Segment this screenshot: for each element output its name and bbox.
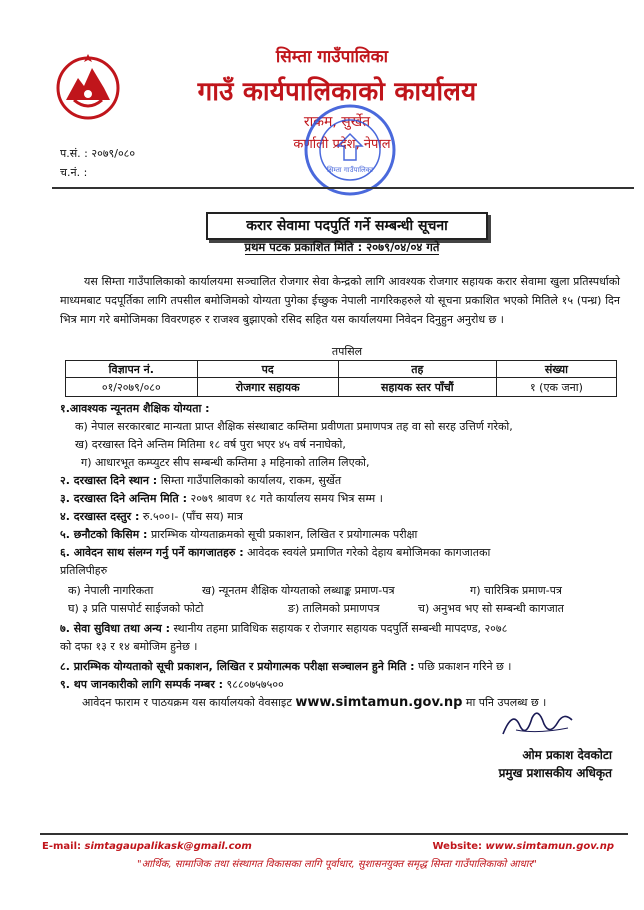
item-8 [60, 658, 630, 675]
email-link[interactable]: simtagaupalikask@gmail.com [84, 841, 252, 852]
item-6-text: आवेदक स्वयंले प्रमाणित गरेको देहाय बमोजिमका कागजातका [243, 546, 491, 559]
qualification-c: ग) आधारभूत कम्प्युटर सीप सम्बन्धी कम्तिमा ३ महिनाको तालिम लिएको, [81, 456, 370, 469]
document-a: क) नेपाली नागरिकता [68, 584, 154, 597]
header-divider [52, 187, 634, 189]
item-7 [60, 620, 630, 637]
item-9 [60, 676, 630, 693]
qualification-a: क) नेपाल सरकारबाट मान्यता प्राप्त शैक्षिक संस्थाबाट कम्तिमा प्रवीणता प्रमाणपत्र तह वा सो सरह उत्तिर्ण गरेको, [75, 420, 513, 433]
email-label: E-mail: [42, 841, 82, 852]
item-7-text: स्थानीय तहमा प्राविधिक सहायक र रोजगार सहायक पदपुर्ति सम्बन्धी मापदण्ड, २०७८ [170, 622, 508, 635]
municipality-name: सिम्ता गाउँपालिका [275, 47, 389, 67]
table-header: संख्या [496, 361, 616, 378]
item-3 [60, 490, 630, 507]
item-4 [60, 508, 630, 525]
reference-ps: प.सं. : २०७९/०८० [60, 147, 136, 160]
published-date-text: प्रथम पटक प्रकाशित मिति : २०७९/०४/०४ गते [244, 240, 440, 254]
item-7-cont: को दफा १३ र १४ बमोजिम हुनेछ । [60, 640, 198, 653]
stamp-text: सिम्ता गाउँपालिका [327, 166, 373, 174]
document-f: च) अनुभव भए सो सम्बन्धी कागजात [418, 602, 564, 615]
website-label: Website: [432, 841, 483, 852]
item-9-label: ९. थप जानकारीको लागि सम्पर्क नम्बर : [60, 678, 224, 691]
table-header: विज्ञापन नं. [66, 361, 198, 378]
table-cell: ०१/२०७९/०८० [66, 378, 198, 397]
table-row [66, 378, 617, 397]
table-caption: तपसिल [331, 345, 363, 358]
item-5-label: ५. छनौटको किसिम : [60, 528, 148, 541]
item-6-cont: प्रतिलिपीहरु [60, 564, 108, 577]
item-8-text: पछि प्रकाशन गरिने छ । [414, 660, 512, 673]
office-stamp-icon [300, 100, 400, 200]
table-header: तह [338, 361, 496, 378]
item-5 [60, 526, 630, 543]
form-availability-post: मा पनि उपलब्ध छ । [462, 696, 547, 709]
item-4-label: ४. दरखास्त दस्तुर : [60, 510, 140, 523]
document-b: ख) न्यूनतम शैक्षिक योग्यताको लब्धाङ्क प्रमाण-पत्र [202, 584, 395, 597]
item-6 [60, 544, 630, 561]
footer-slogan: "आर्थिक, सामाजिक तथा संस्थागत विकासका लागि पूर्वाधार, सुशासनयुक्त समृद्ध सिम्ता गाउँपालिकाको आधार" [136, 859, 538, 870]
footer-email [42, 841, 252, 852]
notice-paragraph: यस सिम्ता गाउँपालिकाको कार्यालयमा सञ्चालित रोजगार सेवा केन्द्रको लागि आवश्यक रोजगार सहायक करार सेवामा खुला प्रतिस्पर्धाको माध्यमबाट पदपूर्तिका लागि तपसील बमोजिमको योग्यता पुगेका ईच्छुक नेपाली नागरिकहरुले यो सूचना प्रकाशित भएको मितिले १५ (पन्ध्र) दिन भित्र माग गरे बमोजिमका विवरणहरु र राजश्व बुझाएको रसिद सहित यस कार्यालयमा निवेदन दिनुहुन अनुरोध छ । [60, 275, 620, 326]
document-e: ङ) तालिमको प्रमाणपत्र [288, 602, 380, 615]
qualification-heading: १.आवश्यक न्यूनतम शैक्षिक योग्यता : [60, 402, 210, 415]
footer-website-link[interactable]: www.simtamun.gov.np [485, 841, 614, 852]
item-9-text: ९८८०७५७५०० [223, 678, 284, 691]
office-name: गाउँ कार्यपालिकाको कार्यालय [197, 77, 477, 107]
form-availability-pre: आवेदन फाराम र पाठयक्रम यस कार्यालयको वेवसाइट [82, 696, 296, 709]
item-2-text: सिम्ता गाउँपालिकाको कार्यालय, राकम, सुर्खेत [157, 474, 342, 487]
website-link[interactable]: www.simtamun.gov.np [295, 695, 463, 710]
table-cell: रोजगार सहायक [197, 378, 338, 397]
item-2 [60, 472, 630, 489]
published-date [0, 240, 644, 255]
item-3-text: २०७९ श्रावण १८ गते कार्यालय समय भित्र सम्म । [187, 492, 383, 505]
item-8-label: ८. प्रारम्भिक योग्यताको सूची प्रकाशन, लिखित र प्रयोगात्मक परीक्षा सञ्चालन हुने मिति : [60, 660, 415, 673]
item-5-text: प्रारम्भिक योग्यताक्रमको सूची प्रकाशन, लिखित र प्रयोगात्मक परीक्षा [147, 528, 418, 541]
document-d: घ) ३ प्रति पासपोर्ट साईजको फोटो [68, 602, 204, 615]
office-province: कर्णाली प्रदेश, नेपाल [293, 137, 391, 152]
item-4-text: रु.५००।- (पाँच सय) मात्र [139, 510, 243, 523]
signature-icon [498, 704, 578, 744]
item-6-label: ६. आवेदन साथ संलग्न गर्नु पर्ने कागजातहरु : [60, 546, 244, 559]
footer-website [432, 841, 614, 852]
footer-divider [40, 833, 628, 835]
item-3-label: ३. दरखास्त दिने अन्तिम मिति : [60, 492, 188, 505]
qualification-b: ख) दरखास्त दिने अन्तिम मितिमा १८ वर्ष पुरा भएर ४५ वर्ष ननाघेको, [75, 438, 346, 451]
signatory-title: प्रमुख प्रशासकीय अधिकृत [498, 766, 612, 780]
office-place: राकम, सुर्खेत [303, 114, 371, 130]
table-cell: सहायक स्तर पाँचौं [338, 378, 496, 397]
notice-title: करार सेवामा पदपुर्ति गर्ने सम्बन्धी सूचना [206, 212, 488, 240]
table-cell: १ (एक जना) [496, 378, 616, 397]
document-c: ग) चारित्रिक प्रमाण-पत्र [470, 584, 562, 597]
vacancy-table [65, 360, 617, 397]
item-2-label: २. दरखास्त दिने स्थान : [60, 474, 158, 487]
item-7-label: ७. सेवा सुविधा तथा अन्य : [60, 622, 171, 635]
signatory-name: ओम प्रकाश देवकोटा [522, 748, 612, 762]
reference-cn: च.नं. : [60, 166, 88, 179]
table-header: पद [197, 361, 338, 378]
